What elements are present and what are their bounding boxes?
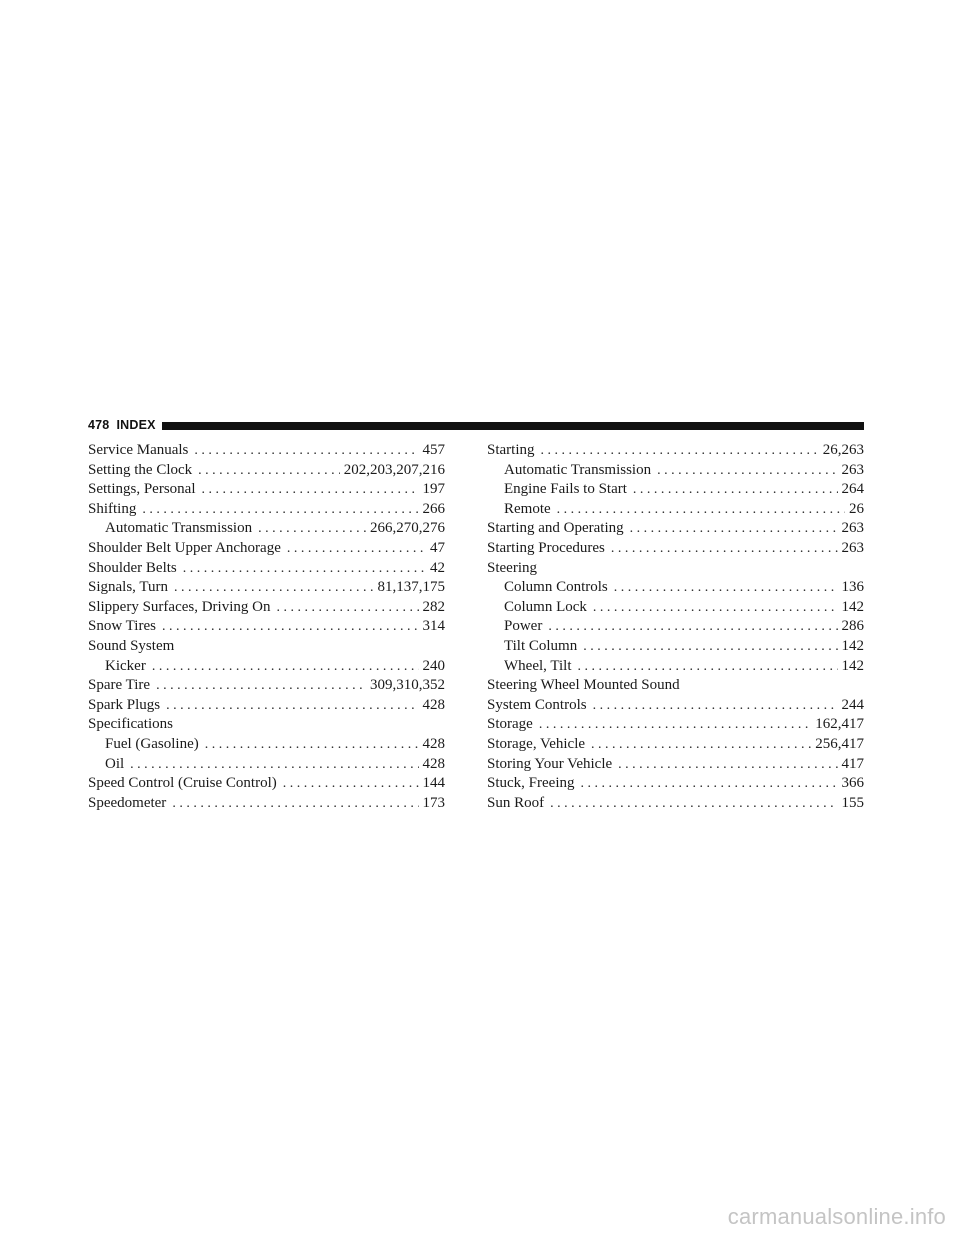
index-entry [88,637,445,657]
index-page-refs: 457 [422,442,445,458]
index-page-refs: 42 [430,559,445,576]
dot-leader [633,480,838,500]
index-term: Steering [487,559,537,576]
dot-leader [152,657,419,677]
index-page-refs: 263 [841,520,864,537]
index-term: Speedometer [88,794,167,811]
dot-leader [593,696,838,716]
index-entry [88,676,445,696]
index-entry [88,794,445,814]
index-term: Sound System [88,637,175,654]
index-term: Settings, Personal [88,481,196,498]
index-term: System Controls [487,696,587,713]
index-page-refs: 428 [422,735,445,752]
index-term: Stuck, Freeing [487,775,575,792]
index-term: Kicker [105,657,146,674]
index-page-refs: 173 [422,794,445,811]
index-page-refs: 202,203,207,216 [343,461,445,478]
index-term: Sun Roof [487,794,545,811]
dot-leader [539,715,811,735]
index-term: Speed Control (Cruise Control) [88,775,277,792]
dot-leader [657,461,837,481]
index-page-refs: 286 [841,618,864,635]
index-entry [88,578,445,598]
index-entry [487,676,864,696]
dot-leader [174,578,373,598]
index-entry [88,755,445,775]
index-entry [487,500,864,520]
dot-leader [130,755,418,775]
index-page-refs: 256,417 [815,735,864,752]
dot-leader [205,735,419,755]
index-entry [88,441,445,461]
index-entry [487,637,864,657]
index-entry [88,598,445,618]
index-page-refs: 136 [841,579,864,596]
index-entry [88,735,445,755]
dot-leader [583,637,837,657]
index-entry [88,696,445,716]
index-page-refs: 142 [841,598,864,615]
index-page-refs: 144 [422,775,445,792]
index-entry [88,461,445,481]
index-term: Wheel, Tilt [504,657,572,674]
index-entry [88,480,445,500]
index-entry [88,617,445,637]
dot-leader [142,500,418,520]
index-page-refs: 47 [430,539,445,556]
index-entry [487,715,864,735]
index-entry [487,578,864,598]
dot-leader [578,657,838,677]
index-entry [487,755,864,775]
dot-leader [172,794,418,814]
index-term: Storage [487,716,533,733]
index-term: Storing Your Vehicle [487,755,613,772]
dot-leader [258,519,366,539]
index-term: Oil [105,755,125,772]
index-page-refs: 81,137,175 [377,579,445,596]
dot-leader [283,774,419,794]
dot-leader [276,598,418,618]
dot-leader [162,617,419,637]
index-column-right [487,441,864,813]
index-entry [487,696,864,716]
index-page-refs: 142 [841,637,864,654]
index-entry [487,559,864,579]
index-entry [487,480,864,500]
index-page-refs: 155 [841,794,864,811]
index-term: Shoulder Belts [88,559,177,576]
index-entry [487,617,864,637]
index-term: Slippery Surfaces, Driving On [88,598,271,615]
dot-leader [581,774,838,794]
index-term: Remote [504,500,551,517]
index-term: Steering Wheel Mounted Sound [487,677,680,694]
index-term: Power [504,618,543,635]
index-term: Service Manuals [88,442,189,458]
index-term: Shifting [88,500,137,517]
index-page-refs: 282 [422,598,445,615]
index-page-refs: 366 [841,775,864,792]
dot-leader [593,598,838,618]
index-entry [487,539,864,559]
page-number: 478 [88,418,110,432]
dot-leader [557,500,845,520]
dot-leader [630,519,838,539]
page-header [88,416,864,434]
index-entry [88,559,445,579]
dot-leader [550,794,837,814]
dot-leader [166,696,418,716]
index-entry [487,598,864,618]
index-entry [487,657,864,677]
index-page-refs: 26 [849,500,864,517]
dot-leader [156,676,366,696]
index-entry [88,715,445,735]
index-page-refs: 240 [422,657,445,674]
dot-leader [618,755,837,775]
index-page-refs: 197 [422,481,445,498]
index-term: Specifications [88,716,173,733]
watermark: carmanualsonline.info [727,1204,946,1229]
index-entry [88,519,445,539]
index-entry [88,657,445,677]
index-page-refs: 309,310,352 [370,677,445,694]
index-term: Fuel (Gasoline) [105,735,199,752]
index-term: Spare Tire [88,677,151,694]
dot-leader [287,539,426,559]
index-term: Column Lock [504,598,587,615]
index-term: Starting and Operating [487,520,624,537]
index-term: Storage, Vehicle [487,735,586,752]
index-term: Snow Tires [88,618,156,635]
dot-leader [183,559,426,579]
index-term: Signals, Turn [88,579,169,596]
index-entry [487,519,864,539]
index-page-refs: 428 [422,755,445,772]
index-term: Automatic Transmission [105,520,253,537]
dot-leader [611,539,838,559]
dot-leader [202,480,419,500]
index-term: Starting Procedures [487,539,605,556]
index-page-refs: 263 [841,461,864,478]
dot-leader [198,461,340,481]
index-term: Setting the Clock [88,461,193,478]
dot-leader [194,441,418,461]
index-page-refs: 264 [841,481,864,498]
index-page-refs: 266,270,276 [370,520,445,537]
dot-leader [614,578,838,598]
index-page-refs: 417 [841,755,864,772]
index-page-refs: 26,263 [822,442,864,458]
index-page-refs: 263 [841,539,864,556]
section-title: INDEX [116,418,156,432]
index-entry [487,441,864,461]
header-rule [162,422,864,430]
index-term: Automatic Transmission [504,461,652,478]
index-page-refs: 428 [422,696,445,713]
index-term: Shoulder Belt Upper Anchorage [88,539,281,556]
index-term: Spark Plugs [88,696,161,713]
index-entry [88,500,445,520]
index-term: Column Controls [504,579,608,596]
index-page-refs: 162,417 [815,716,864,733]
index-term: Engine Fails to Start [504,481,627,498]
index-page-refs: 314 [422,618,445,635]
index-entry [88,539,445,559]
index-term: Starting [487,442,535,458]
dot-leader [541,441,819,461]
index-column-left [88,441,445,813]
dot-leader [548,617,837,637]
index-entry [487,461,864,481]
index-entry [487,774,864,794]
index-entry [88,774,445,794]
index-page-refs: 266 [422,500,445,517]
index-term: Tilt Column [504,637,578,654]
index-entry [487,794,864,814]
index-page-refs: 244 [841,696,864,713]
index-entry [487,735,864,755]
dot-leader [591,735,811,755]
index-page-refs: 142 [841,657,864,674]
